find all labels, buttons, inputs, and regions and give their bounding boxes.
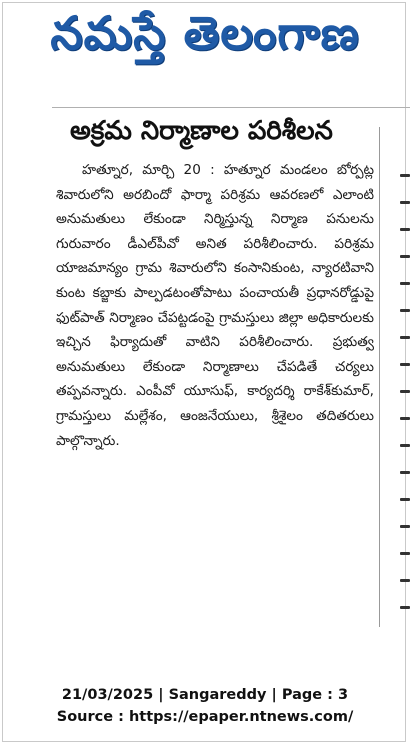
column-divider [379,127,380,627]
masthead [0,8,410,70]
article-headline: అక్రమ నిర్మాణాల పరిశీలన [70,116,333,146]
source-footer [0,684,410,730]
masthead-title: నమస్తే తెలంగాణ [50,6,360,60]
footer-date-line: 21/03/2025 | Sangareddy | Page : 3 [61,687,349,703]
footer-source-line: Source : https://epaper.ntnews.com/ [56,709,354,725]
article-body [56,158,374,618]
adjacent-column-fragment [400,150,410,620]
article-paragraph: హత్నూర, మార్చి 20 : హత్నూర మండలం బోర్పట్ల శివారులోని అరబిందో ఫార్మా పరిశ్రమ ఆవరణలో ఎలాంటి అనుమతులు లేకుండా నిర్మిస్తున్న నిర్మాణ పనులను గురువారం డీఎల్‌పీవో అనిత పరిశీలించారు. పరిశ్రమ యాజమాన్యం గ్రామ శివారులోని కంసానికుంట, న్యారటివాని కుంట కబ్జాకు పాల్పడటంతోపాటు పంచాయతీ ప్రధానరోడ్డుపై ఫుట్‌పాత్ నిర్మాణం చేపట్టడంపై గ్రామస్తులు జిల్లా అధికారులకు ఇచ్చిన ఫిర్యాదుతో వాటిని పరిశీలించారు. ప్రభుత్వ అనుమతులు లేకుండా నిర్మాణాలు చేపడితే చర్యలు తప్పవన్నారు. ఎంపీవో యూసుఫ్, కార్యదర్శి రాకేశ్‌కుమార్, గ్రామస్తులు మల్లేశం, ఆంజనేయులు, శ్రీశైలం తదితరులు పాల్గొన్నారు. [56,162,374,449]
